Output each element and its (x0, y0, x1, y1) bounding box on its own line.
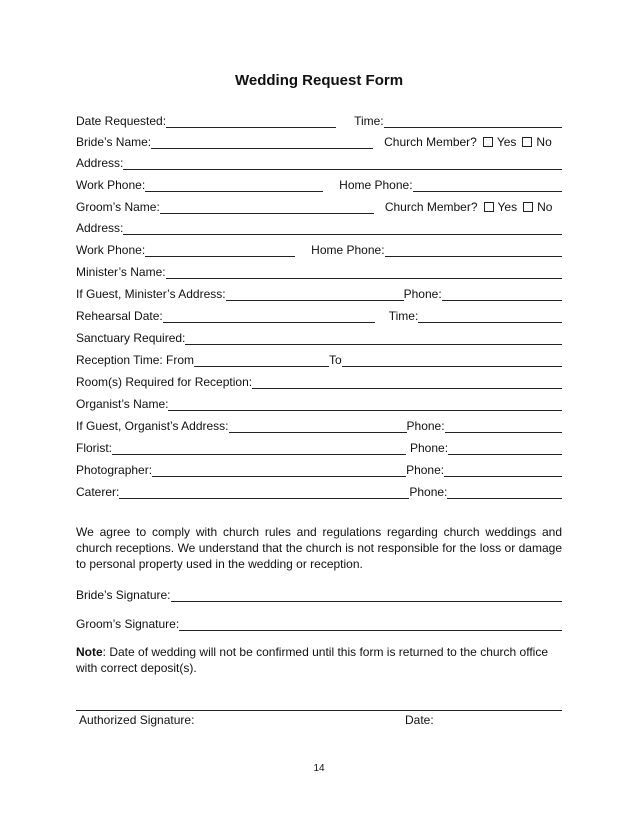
bride-address-label: Address: (76, 156, 124, 170)
rehearsal-time-field[interactable] (418, 309, 562, 323)
caterer-label: Caterer: (76, 485, 120, 499)
page-number: 14 (313, 763, 325, 774)
reception-time-row (76, 349, 562, 367)
bride-home-phone-field[interactable] (413, 178, 562, 192)
grooms-name-row (76, 196, 562, 214)
photographer-row (76, 459, 562, 477)
brides-name-label: Bride’s Name: (76, 135, 152, 149)
guest-minister-phone-field[interactable] (442, 287, 562, 301)
photographer-field[interactable] (152, 463, 406, 477)
guest-minister-row (76, 283, 562, 301)
note-text: : Date of wedding will not be confirmed until this form is returned to the church office with correct deposit(s). (76, 645, 549, 675)
groom-address-row (76, 217, 562, 235)
rehearsal-row (76, 305, 562, 323)
caterer-phone-field[interactable] (447, 485, 562, 499)
grooms-signature-field[interactable] (179, 617, 562, 631)
brides-name-field[interactable] (151, 135, 373, 149)
guest-minister-address-label: If Guest, Minister’s Address: (76, 287, 226, 301)
brides-signature-label: Bride’s Signature: (76, 588, 171, 602)
organists-name-label: Organist’s Name: (76, 397, 169, 411)
reception-time-to-label: To (329, 353, 342, 367)
bride-yes-option[interactable] (477, 135, 517, 149)
groom-work-phone-label: Work Phone: (76, 243, 146, 257)
rooms-required-row (76, 371, 562, 389)
bride-no-label: No (536, 135, 552, 149)
reception-time-to-field[interactable] (342, 353, 562, 367)
guest-organist-phone-label: Phone: (406, 419, 445, 433)
florist-phone-field[interactable] (448, 441, 562, 455)
caterer-phone-label: Phone: (409, 485, 448, 499)
guest-organist-address-field[interactable] (229, 419, 407, 433)
bride-phone-row (76, 174, 562, 192)
groom-no-label: No (537, 200, 553, 214)
groom-address-field[interactable] (123, 221, 562, 235)
church-member-label: Church Member? (384, 135, 477, 149)
groom-home-phone-field[interactable] (385, 243, 562, 257)
photographer-phone-field[interactable] (444, 463, 562, 477)
time-label: Time: (354, 114, 384, 128)
date-requested-field[interactable] (166, 114, 336, 128)
rehearsal-time-label: Time: (388, 309, 419, 323)
caterer-row (76, 481, 562, 499)
groom-yes-checkbox[interactable] (484, 202, 494, 212)
bride-yes-checkbox[interactable] (483, 137, 493, 147)
photographer-phone-label: Phone: (406, 463, 445, 477)
florist-field[interactable] (112, 441, 406, 455)
date-requested-row (76, 110, 562, 128)
groom-no-checkbox[interactable] (523, 202, 533, 212)
agreement-text: We agree to comply with church rules and regulations regarding church weddings and church receptions. We understand that the church is not responsible for the loss or damage to personal property used in the wedding or reception. (76, 525, 562, 571)
bride-work-phone-label: Work Phone: (76, 178, 146, 192)
guest-minister-address-field[interactable] (226, 287, 404, 301)
rehearsal-date-label: Rehearsal Date: (76, 309, 163, 323)
ministers-name-row (76, 261, 562, 279)
brides-name-row (76, 131, 562, 149)
bride-home-phone-label: Home Phone: (339, 178, 413, 192)
grooms-signature-label: Groom’s Signature: (76, 617, 180, 631)
rooms-required-field[interactable] (252, 375, 562, 389)
groom-address-label: Address: (76, 221, 124, 235)
groom-yes-label: Yes (497, 200, 518, 214)
groom-home-phone-label: Home Phone: (311, 243, 385, 257)
florist-label: Florist: (76, 441, 112, 455)
florist-phone-label: Phone: (410, 441, 449, 455)
brides-signature-field[interactable] (171, 588, 563, 602)
florist-row (76, 437, 562, 455)
authorized-signature-label: Authorized Signature: (79, 713, 195, 727)
grooms-name-label: Groom’s Name: (76, 200, 160, 214)
form-title: Wedding Request Form (234, 72, 404, 89)
grooms-name-field[interactable] (160, 200, 374, 214)
groom-yes-option[interactable] (478, 200, 518, 214)
reception-time-from-field[interactable] (194, 353, 329, 367)
sanctuary-row (76, 327, 562, 345)
brides-signature-row (76, 584, 562, 602)
groom-church-member-label: Church Member? (384, 200, 478, 214)
guest-organist-address-label: If Guest, Organist’s Address: (76, 419, 229, 433)
guest-minister-phone-label: Phone: (403, 287, 442, 301)
rooms-required-label: Room(s) Required for Reception: (76, 375, 253, 389)
caterer-field[interactable] (119, 485, 409, 499)
guest-organist-phone-field[interactable] (445, 419, 562, 433)
grooms-signature-row (76, 613, 562, 631)
ministers-name-field[interactable] (166, 265, 562, 279)
organists-name-field[interactable] (168, 397, 562, 411)
bride-yes-label: Yes (496, 135, 517, 149)
time-field[interactable] (384, 114, 562, 128)
photographer-label: Photographer: (76, 463, 153, 477)
authorized-date-label: Date: (405, 713, 434, 727)
bride-address-field[interactable] (123, 156, 562, 170)
ministers-name-label: Minister’s Name: (76, 265, 166, 279)
groom-no-option[interactable] (517, 200, 552, 214)
rehearsal-date-field[interactable] (163, 309, 375, 323)
sanctuary-required-field[interactable] (185, 331, 562, 345)
bride-address-row (76, 152, 562, 170)
date-requested-label: Date Requested: (76, 114, 167, 128)
note-label: Note (76, 645, 103, 659)
guest-organist-row (76, 415, 562, 433)
bride-no-checkbox[interactable] (522, 137, 532, 147)
bride-no-option[interactable] (516, 135, 551, 149)
groom-work-phone-field[interactable] (145, 243, 295, 257)
bride-work-phone-field[interactable] (145, 178, 323, 192)
groom-phone-row (76, 239, 562, 257)
reception-time-from-label: Reception Time: From (76, 353, 195, 367)
note-paragraph (76, 644, 562, 676)
organists-name-row (76, 393, 562, 411)
sanctuary-required-label: Sanctuary Required: (76, 331, 186, 345)
authorized-signature-line[interactable] (76, 710, 562, 711)
